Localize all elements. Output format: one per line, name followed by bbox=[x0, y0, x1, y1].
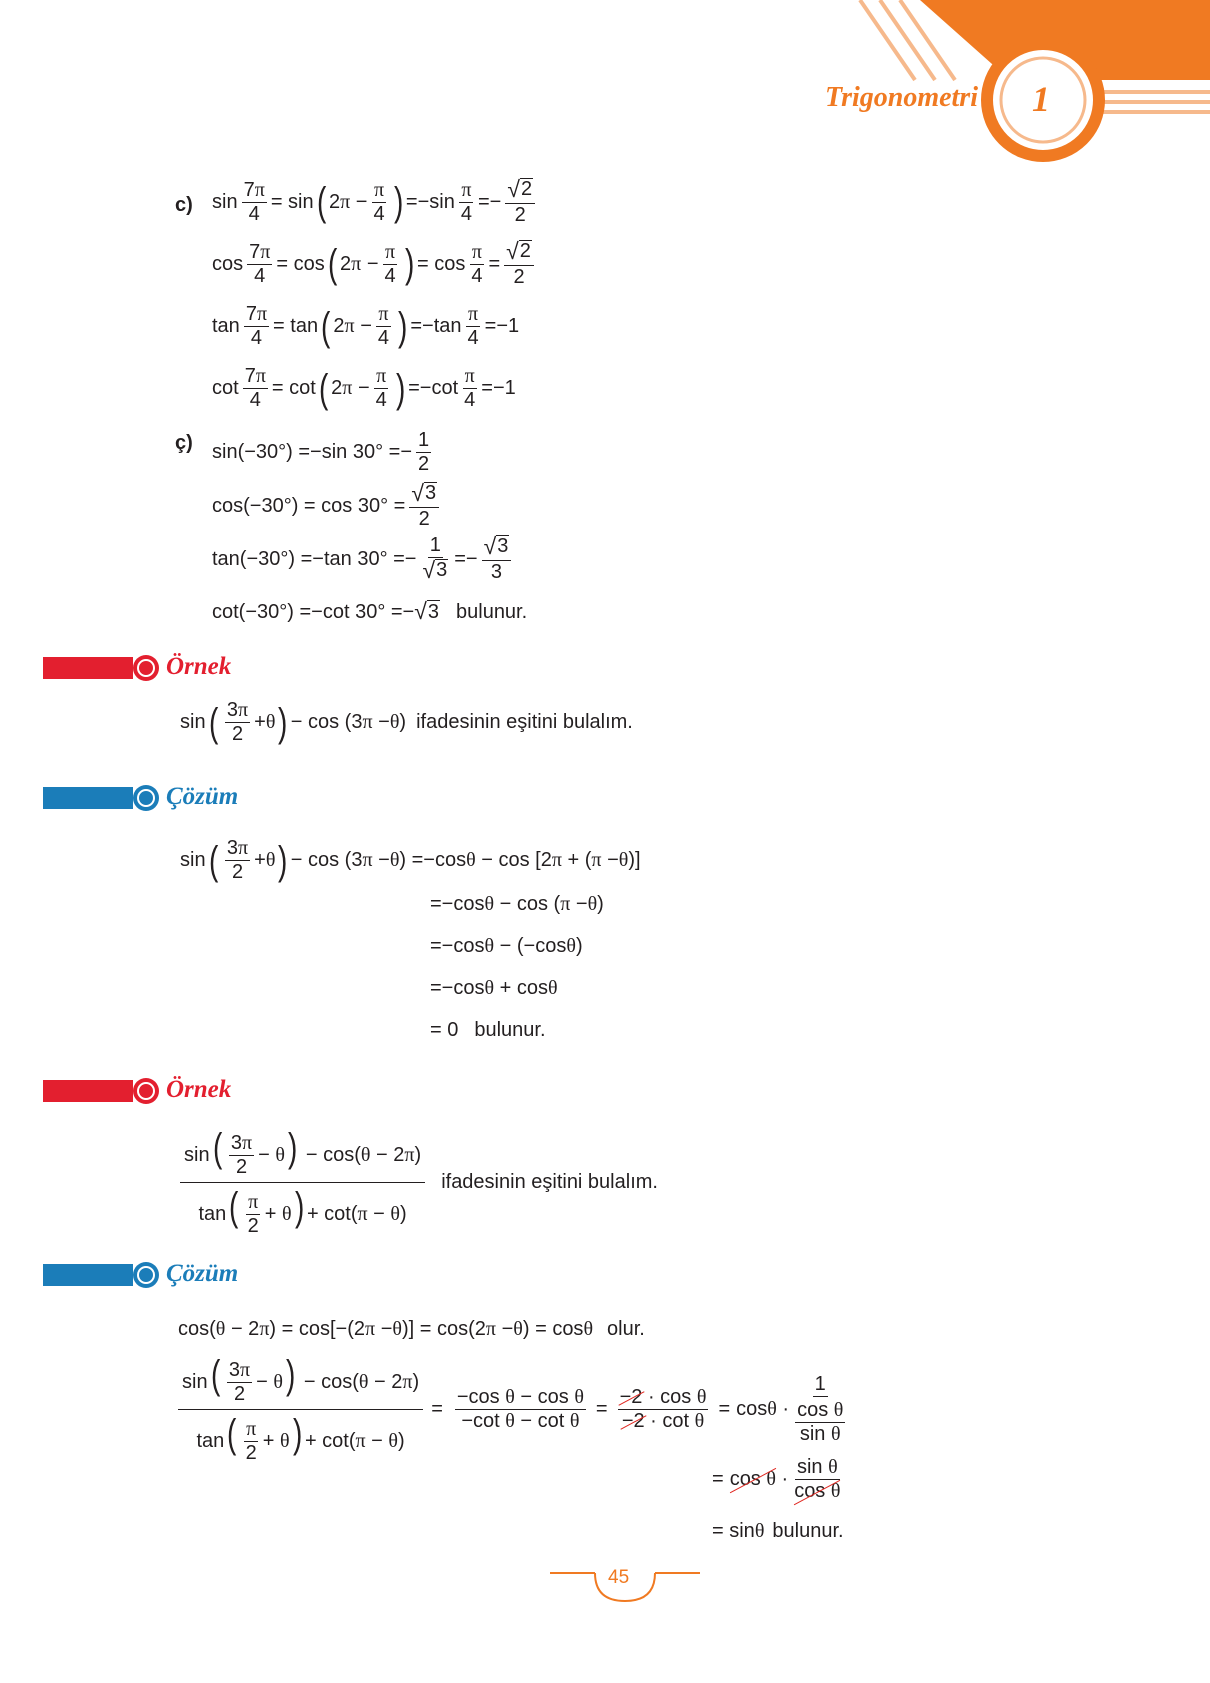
solution1-line3: =−cos θ − (−cos θ ) bbox=[430, 935, 583, 957]
page-number: 45 bbox=[608, 1567, 630, 1588]
header-decoration bbox=[0, 0, 1210, 180]
ornek-bar bbox=[43, 657, 133, 679]
ornek-heading: Örnek bbox=[166, 653, 232, 680]
cozum-bar bbox=[43, 1264, 133, 1286]
olur-text: olur. bbox=[607, 1318, 645, 1340]
equation-sin-7pi-4: sin $\frac{7\pi}{4}$ = sin ( 2 π − $\frac{\pi}{4}$ ) =−sin $\frac{\pi}{4}$ =− √ 2 2 bbox=[212, 178, 539, 226]
cozum-bar bbox=[43, 787, 133, 809]
cozum-heading: Çözüm bbox=[166, 1260, 239, 1287]
cozum-bullet-icon bbox=[133, 1262, 159, 1288]
part-c-label: c) bbox=[175, 194, 193, 216]
example1-text: ifadesinin eşitini bulalım. bbox=[416, 711, 633, 733]
example1-expression: sin ( $\frac{3\pi}{2}$ + θ ) − cos (3 π − θ ) ifadesinin eşitini bulalım. bbox=[180, 699, 633, 745]
solution2-line3: = cos θ · $\frac{\text{sin θ}}{\text{cos θ}}$ bbox=[712, 1456, 841, 1502]
ornek-bullet-icon bbox=[133, 1078, 159, 1104]
solution2-line1: cos( θ − 2 π ) = cos[−(2 π − θ )] = cos(2 π − θ ) = cos θ olur. bbox=[178, 1318, 645, 1340]
solution1-line4: =−cos θ + cos θ bbox=[430, 977, 558, 999]
solution1-line1: sin ( $\frac{3\pi}{2}$ + θ ) − cos (3 π − θ ) =−cos θ − cos [2 π + ( π − θ )] bbox=[180, 837, 641, 883]
equation-sin-minus-30: sin(−30°) =−sin 30° =− $\frac{1}{2}$ bbox=[212, 429, 430, 475]
equation-cos-minus-30: cos(−30°) = cos 30° = √ 3 2 bbox=[212, 482, 443, 530]
bulunur-text: bulunur. bbox=[474, 1019, 546, 1041]
part-cc-label: ç) bbox=[175, 432, 193, 454]
chapter-number: 1 bbox=[1032, 79, 1050, 119]
bulunur-text: bulunur. bbox=[772, 1520, 844, 1542]
solution2-line4: = sin θ bulunur. bbox=[712, 1520, 844, 1542]
solution1-line5: = 0 bulunur. bbox=[430, 1019, 546, 1041]
equation-tan-minus-30: tan(−30°) =−tan 30° =− 1 √ 3 =− √ 3 3 bbox=[212, 535, 515, 583]
chapter-title: Trigonometri bbox=[825, 82, 978, 113]
example2-text: ifadesinin eşitini bulalım. bbox=[441, 1171, 658, 1194]
equation-cot-7pi-4: cot $\frac{7\pi}{4}$ = cot ( 2 π − $\frac{\pi}{4}$ ) =−cot $\frac{\pi}{4}$ =−1 bbox=[212, 365, 516, 411]
ornek-bar bbox=[43, 1080, 133, 1102]
solution2-line2: sin( $\frac{3\pi}{2}$ − θ) − cos(θ − 2π) tan( $\frac{\pi}{2}$ + θ) + cot(π − θ) = $\frac{\text{−cos θ − cos θ}}{\text{−cot θ − cot θ}}$ = $\frac{\text{−2 · cos θ}}{\text{−2 · cot θ}}$ = cos θ · $\frac{1}{\frac{\text{cos θ}}{\text{sin θ}}}$ bbox=[178, 1355, 851, 1464]
cozum-bullet-icon bbox=[133, 785, 159, 811]
bulunur-text: bulunur. bbox=[456, 600, 528, 623]
equation-cos-7pi-4: cos $\frac{7\pi}{4}$ = cos ( 2 π − $\frac{\pi}{4}$ ) = cos $\frac{\pi}{4}$ = √ 2 2 bbox=[212, 240, 538, 288]
ornek-heading: Örnek bbox=[166, 1076, 232, 1103]
equation-tan-7pi-4: tan $\frac{7\pi}{4}$ = tan ( 2 π − $\frac{\pi}{4}$ ) =−tan $\frac{\pi}{4}$ =−1 bbox=[212, 303, 520, 349]
solution1-line2: =−cos θ − cos ( π − θ ) bbox=[430, 893, 604, 915]
equation-cot-minus-30: cot(−30°) =−cot 30° =− √ 3 bulunur. bbox=[212, 598, 528, 624]
ornek-bullet-icon bbox=[133, 655, 159, 681]
cozum-heading: Çözüm bbox=[166, 783, 239, 810]
example2-expression: sin( $\frac{3\pi}{2}$ − θ) − cos(θ − 2π) tan( $\frac{\pi}{2}$ + θ) + cot(π − θ) ifadesinin eşitini bulalım. bbox=[180, 1128, 658, 1237]
